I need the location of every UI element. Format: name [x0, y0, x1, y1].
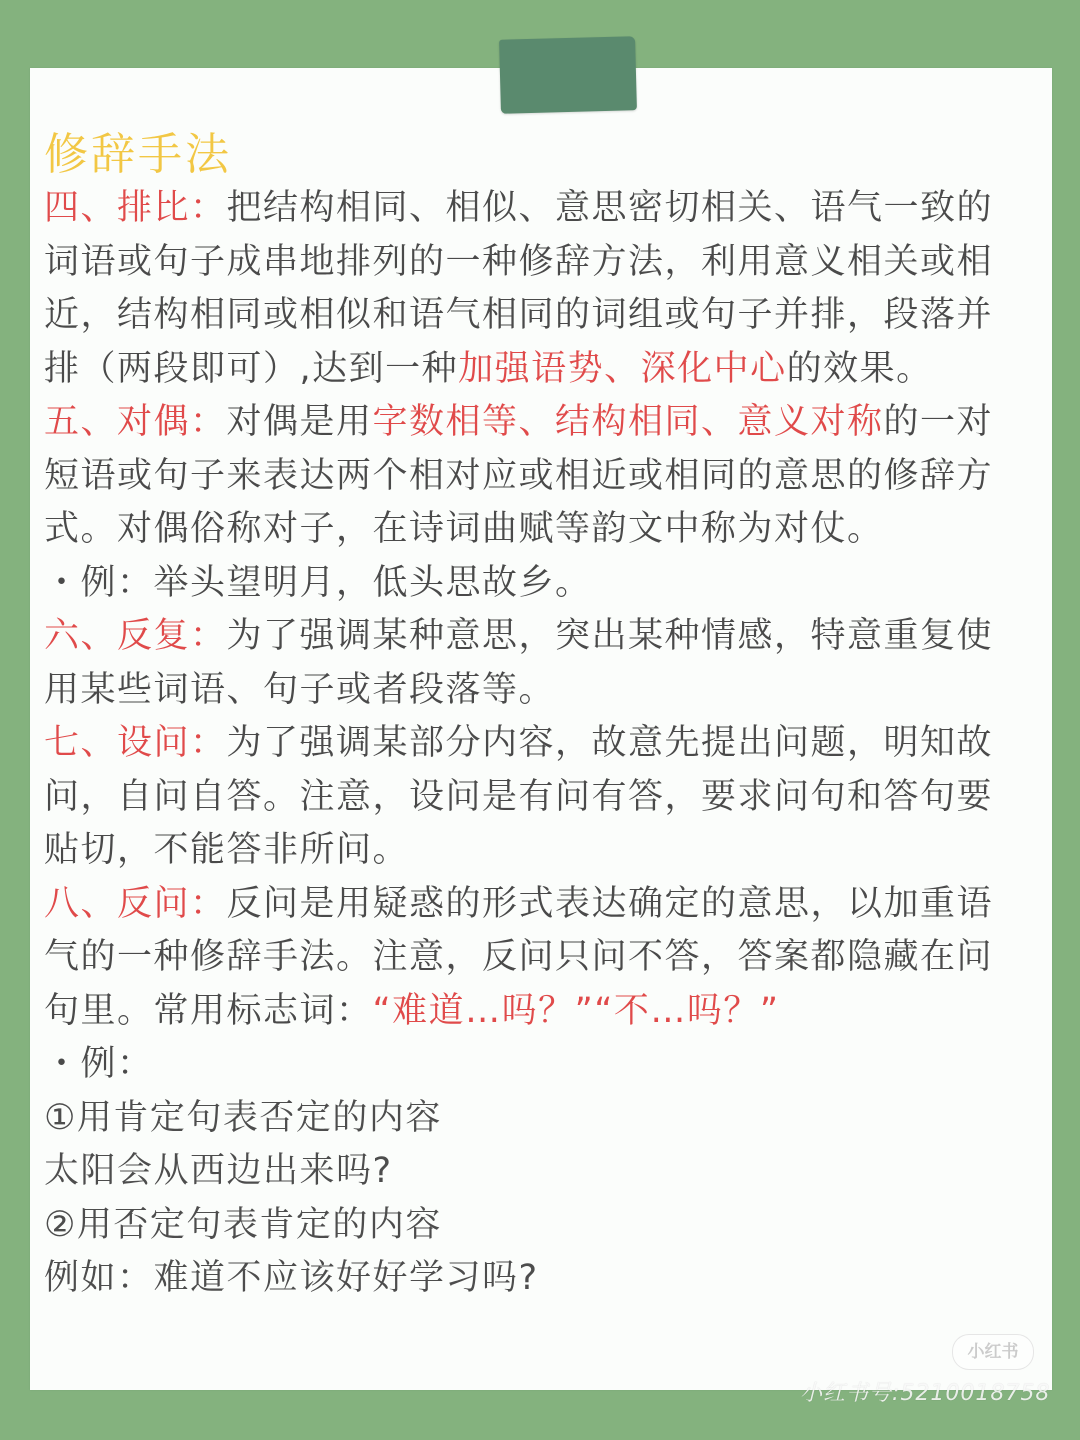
section-label-parallelism: 四、排比：: [44, 188, 227, 228]
example-1-title: ①用肯定句表否定的内容: [44, 1097, 442, 1138]
section-parallelism-line-3: 近，结构相同或相似和语气相同的词组或句子并排，段落并: [44, 295, 994, 335]
section-parallelism-line-2: 词语或句子成串地排列的一种修辞方法，利用意义相关或相: [44, 241, 994, 282]
section-label-antithesis: 五、对偶：: [44, 402, 227, 442]
section-text: 句里。常用标志词：: [44, 990, 373, 1031]
section-antithesis-example: ・例：举头望明月，低头思故乡。: [44, 562, 592, 603]
section-repetition-line-1: [44, 610, 1040, 664]
section-label-repetition: 六、反复：: [44, 616, 227, 656]
section-label-rhetorical-question: 八、反问：: [44, 883, 227, 924]
section-antithesis-line-1: [44, 396, 1040, 450]
section-hypophora-line-2: 问，自问自答。注意，设问是有问有答，要求问句和答句要: [44, 776, 994, 817]
section-text: 排（两段即可）,达到一种: [44, 348, 459, 389]
section-text: 对偶是用: [226, 402, 373, 442]
section-label-hypophora: 七、设问：: [44, 723, 227, 763]
section-antithesis-line-2: 短语或句子来表达两个相对应或相近或相同的意思的修辞方: [44, 455, 994, 496]
section-rhetorical-question-line-3: [44, 985, 1040, 1039]
watermark-account-id: 小红书号:5210018758: [800, 1381, 1051, 1406]
note-content: [44, 126, 1040, 1306]
page-title: 修辞手法: [44, 129, 232, 180]
section-rhetorical-question-line-1: [44, 878, 1040, 932]
section-parallelism-line-4: [44, 343, 1040, 397]
example-2-text: 例如：难道不应该好好学习吗?: [44, 1258, 539, 1298]
marker-word-2: “不…吗？”: [594, 990, 780, 1031]
marker-word-1: “难道…吗？”: [372, 990, 595, 1031]
example-1-text: 太阳会从西边出来吗?: [44, 1151, 393, 1191]
washi-tape: [499, 36, 637, 114]
section-text: 的一对: [883, 402, 994, 442]
section-antithesis-line-3: 式。对偶俗称对子，在诗词曲赋等韵文中称为对仗。: [44, 509, 884, 549]
section-text: 把结构相同、相似、意思密切相关、语气一致的: [226, 188, 994, 228]
section-text: 反问是用疑惑的形式表达确定的意思，以加重语: [226, 883, 994, 924]
section-parallelism-line-1: [44, 182, 1040, 236]
section-text: 的效果。: [786, 348, 933, 389]
section-rhetorical-question-line-2: 气的一种修辞手法。注意，反问只问不答，答案都隐藏在问: [44, 937, 994, 977]
xiaohongshu-logo-badge: 小红书: [952, 1334, 1034, 1370]
section-repetition-line-2: 用某些词语、句子或者段落等。: [44, 669, 556, 710]
highlight-text: 加强语势、深化中心: [458, 348, 787, 389]
section-text: 为了强调某种意思，突出某种情感，特意重复使: [226, 616, 994, 656]
highlight-text: 字数相等、结构相同、意义对称: [372, 402, 884, 442]
example-2-title: ②用否定句表肯定的内容: [44, 1204, 442, 1245]
section-hypophora-line-1: [44, 717, 1040, 771]
example-label: ・例：: [44, 1044, 154, 1084]
section-hypophora-line-3: 贴切，不能答非所问。: [44, 830, 410, 870]
section-text: 为了强调某部分内容，故意先提出问题，明知故: [226, 723, 994, 763]
